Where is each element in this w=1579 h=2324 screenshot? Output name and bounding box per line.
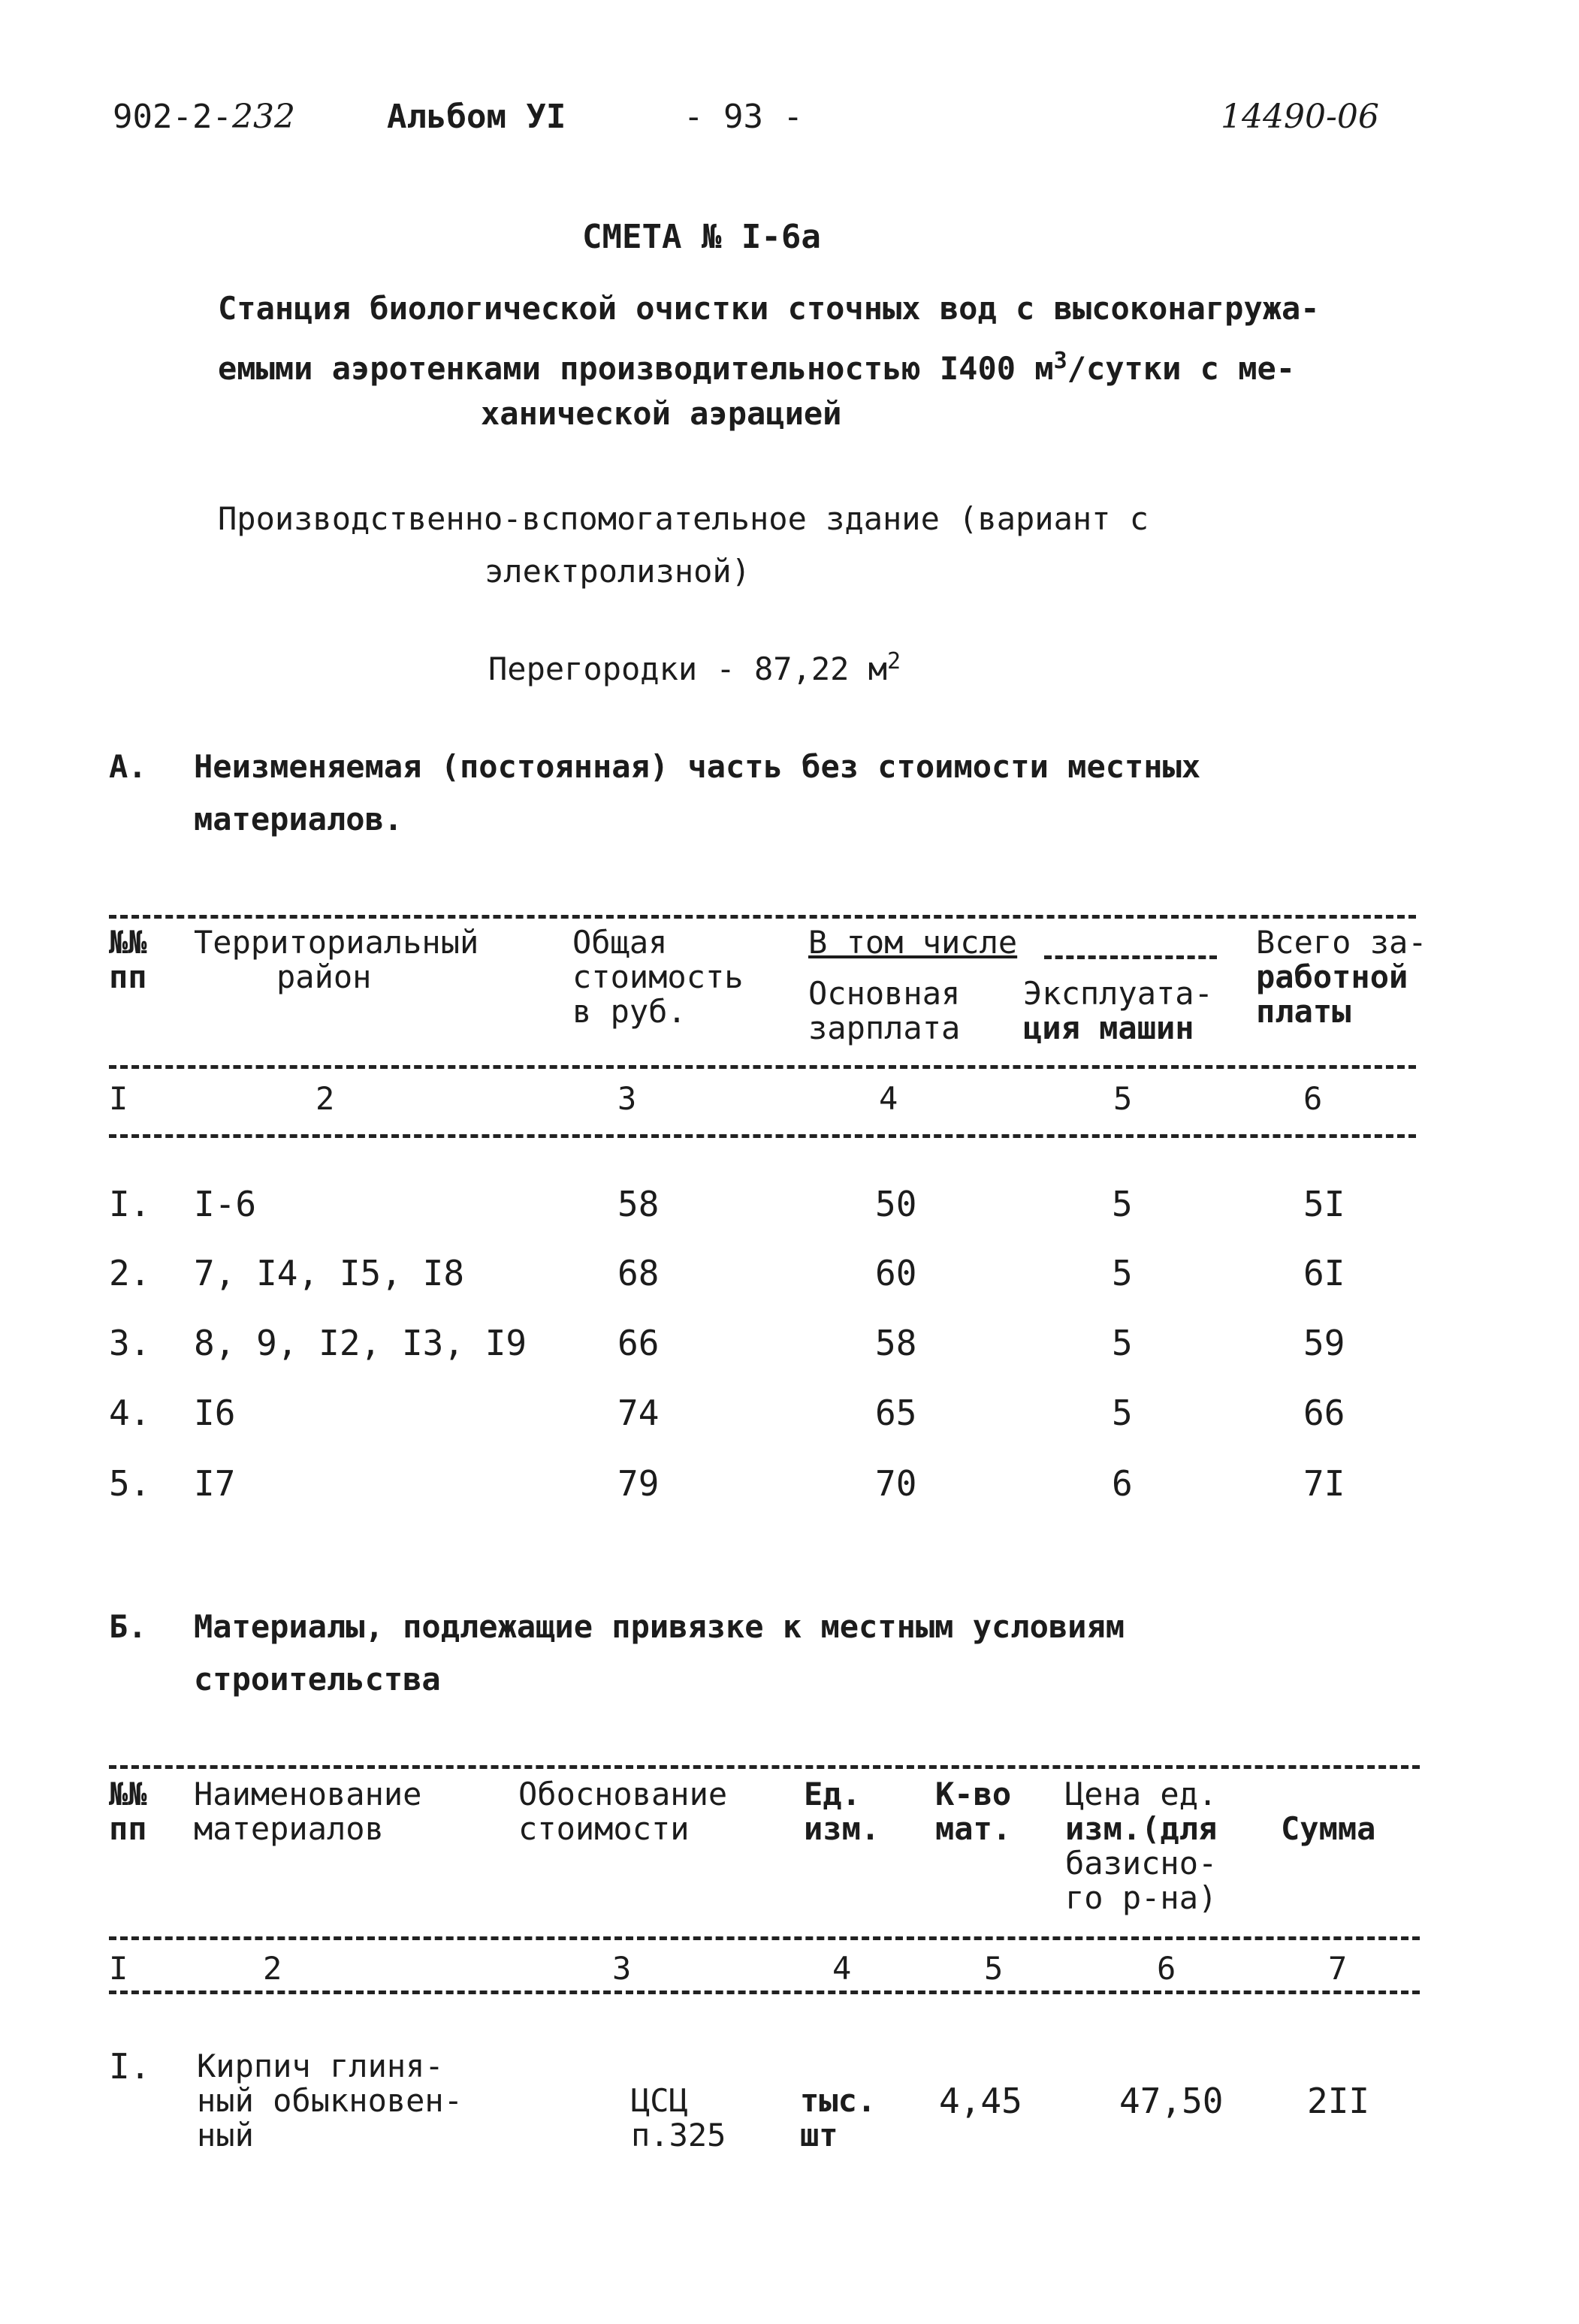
section-a-line-2: материалов. xyxy=(194,801,403,838)
table-a-colnum-2: 2 xyxy=(315,1080,335,1117)
table-b-colnum-1: I xyxy=(109,1950,128,1987)
album-label: Альбом УI xyxy=(387,98,566,136)
table-b-rule-header xyxy=(109,1936,1420,1940)
section-a-line-1: Неизменяемая (постоянная) часть без стоимости местных xyxy=(194,748,1201,785)
table-a-header-region: Территориальный район xyxy=(194,924,479,995)
table-b-rule-top xyxy=(109,1765,1420,1769)
table-b-rule-colnums xyxy=(109,1990,1420,1994)
table-b-header-qty: К-во мат. xyxy=(935,1776,1012,1847)
table-b-header-num: №№ пп xyxy=(109,1776,147,1847)
table-b-header-name: Наименование материалов xyxy=(194,1776,422,1847)
table-a-rule-top xyxy=(109,915,1416,919)
table-a-header-all-wages: Всего за- работной платы xyxy=(1256,924,1427,1030)
subtitle-line-3: ханической аэрацией xyxy=(481,395,842,432)
building-line-1: Производственно-вспомогательное здание (вариант с xyxy=(218,500,1149,537)
estimate-title: СМЕТА № I-6а xyxy=(582,218,821,256)
table-b-colnum-7: 7 xyxy=(1328,1950,1348,1987)
table-a-colnum-3: 3 xyxy=(617,1080,637,1117)
table-a-colnum-4: 4 xyxy=(879,1080,898,1117)
table-b-header-unit: Ед. изм. xyxy=(804,1776,880,1847)
building-line-2: электролизной) xyxy=(485,553,751,590)
table-a-colnum-5: 5 xyxy=(1113,1080,1133,1117)
page-number: - 93 - xyxy=(684,98,803,136)
table-a-colnum-6: 6 xyxy=(1303,1080,1323,1117)
table-b-header-basis: Обоснование стоимости xyxy=(518,1776,728,1847)
document-number: 14490-06 xyxy=(1221,98,1379,136)
document-code-handwritten: 232 xyxy=(231,98,295,136)
table-b-colnum-4: 4 xyxy=(832,1950,852,1987)
table-a-header-wage: Основная зарплата xyxy=(808,975,961,1046)
table-b-colnum-6: 6 xyxy=(1157,1950,1176,1987)
subtitle-line-2: емыми аэротенками производительностью I400 $м^3$/сутки с ме- xyxy=(218,348,1296,387)
table-a-rule-header xyxy=(109,1065,1416,1069)
table-a-header-num: №№ пп xyxy=(109,924,147,995)
document-code: 902-2-232 xyxy=(113,98,295,136)
table-a-rule-colnums xyxy=(109,1134,1416,1138)
table-b-header-price: Цена ед. изм.(для базисно- го р-на) xyxy=(1065,1776,1218,1916)
table-a-header-including: В том числе xyxy=(808,924,1018,961)
section-b-letter: Б. xyxy=(109,1608,147,1645)
table-a-header-total: Общая стоимость в руб. xyxy=(572,924,744,1030)
table-a-rule-including xyxy=(1044,955,1217,959)
section-b-line-2: строительства xyxy=(194,1661,441,1698)
table-a-header-machines: Эксплуата- ция машин xyxy=(1023,975,1213,1046)
table-b-header-sum: Сумма xyxy=(1281,1810,1376,1847)
subtitle-line-1: Станция биологической очистки сточных вод с высоконагружа- xyxy=(218,290,1320,327)
section-a-letter: А. xyxy=(109,748,147,785)
section-b-line-1: Материалы, подлежащие привязке к местным условиям xyxy=(194,1608,1125,1645)
table-a-colnum-1: I xyxy=(109,1080,128,1117)
partitions-area: Перегородки - 87,22 $м^2$ xyxy=(488,648,901,687)
table-b-colnum-5: 5 xyxy=(984,1950,1004,1987)
table-b-colnum-3: 3 xyxy=(612,1950,632,1987)
table-b-colnum-2: 2 xyxy=(263,1950,282,1987)
